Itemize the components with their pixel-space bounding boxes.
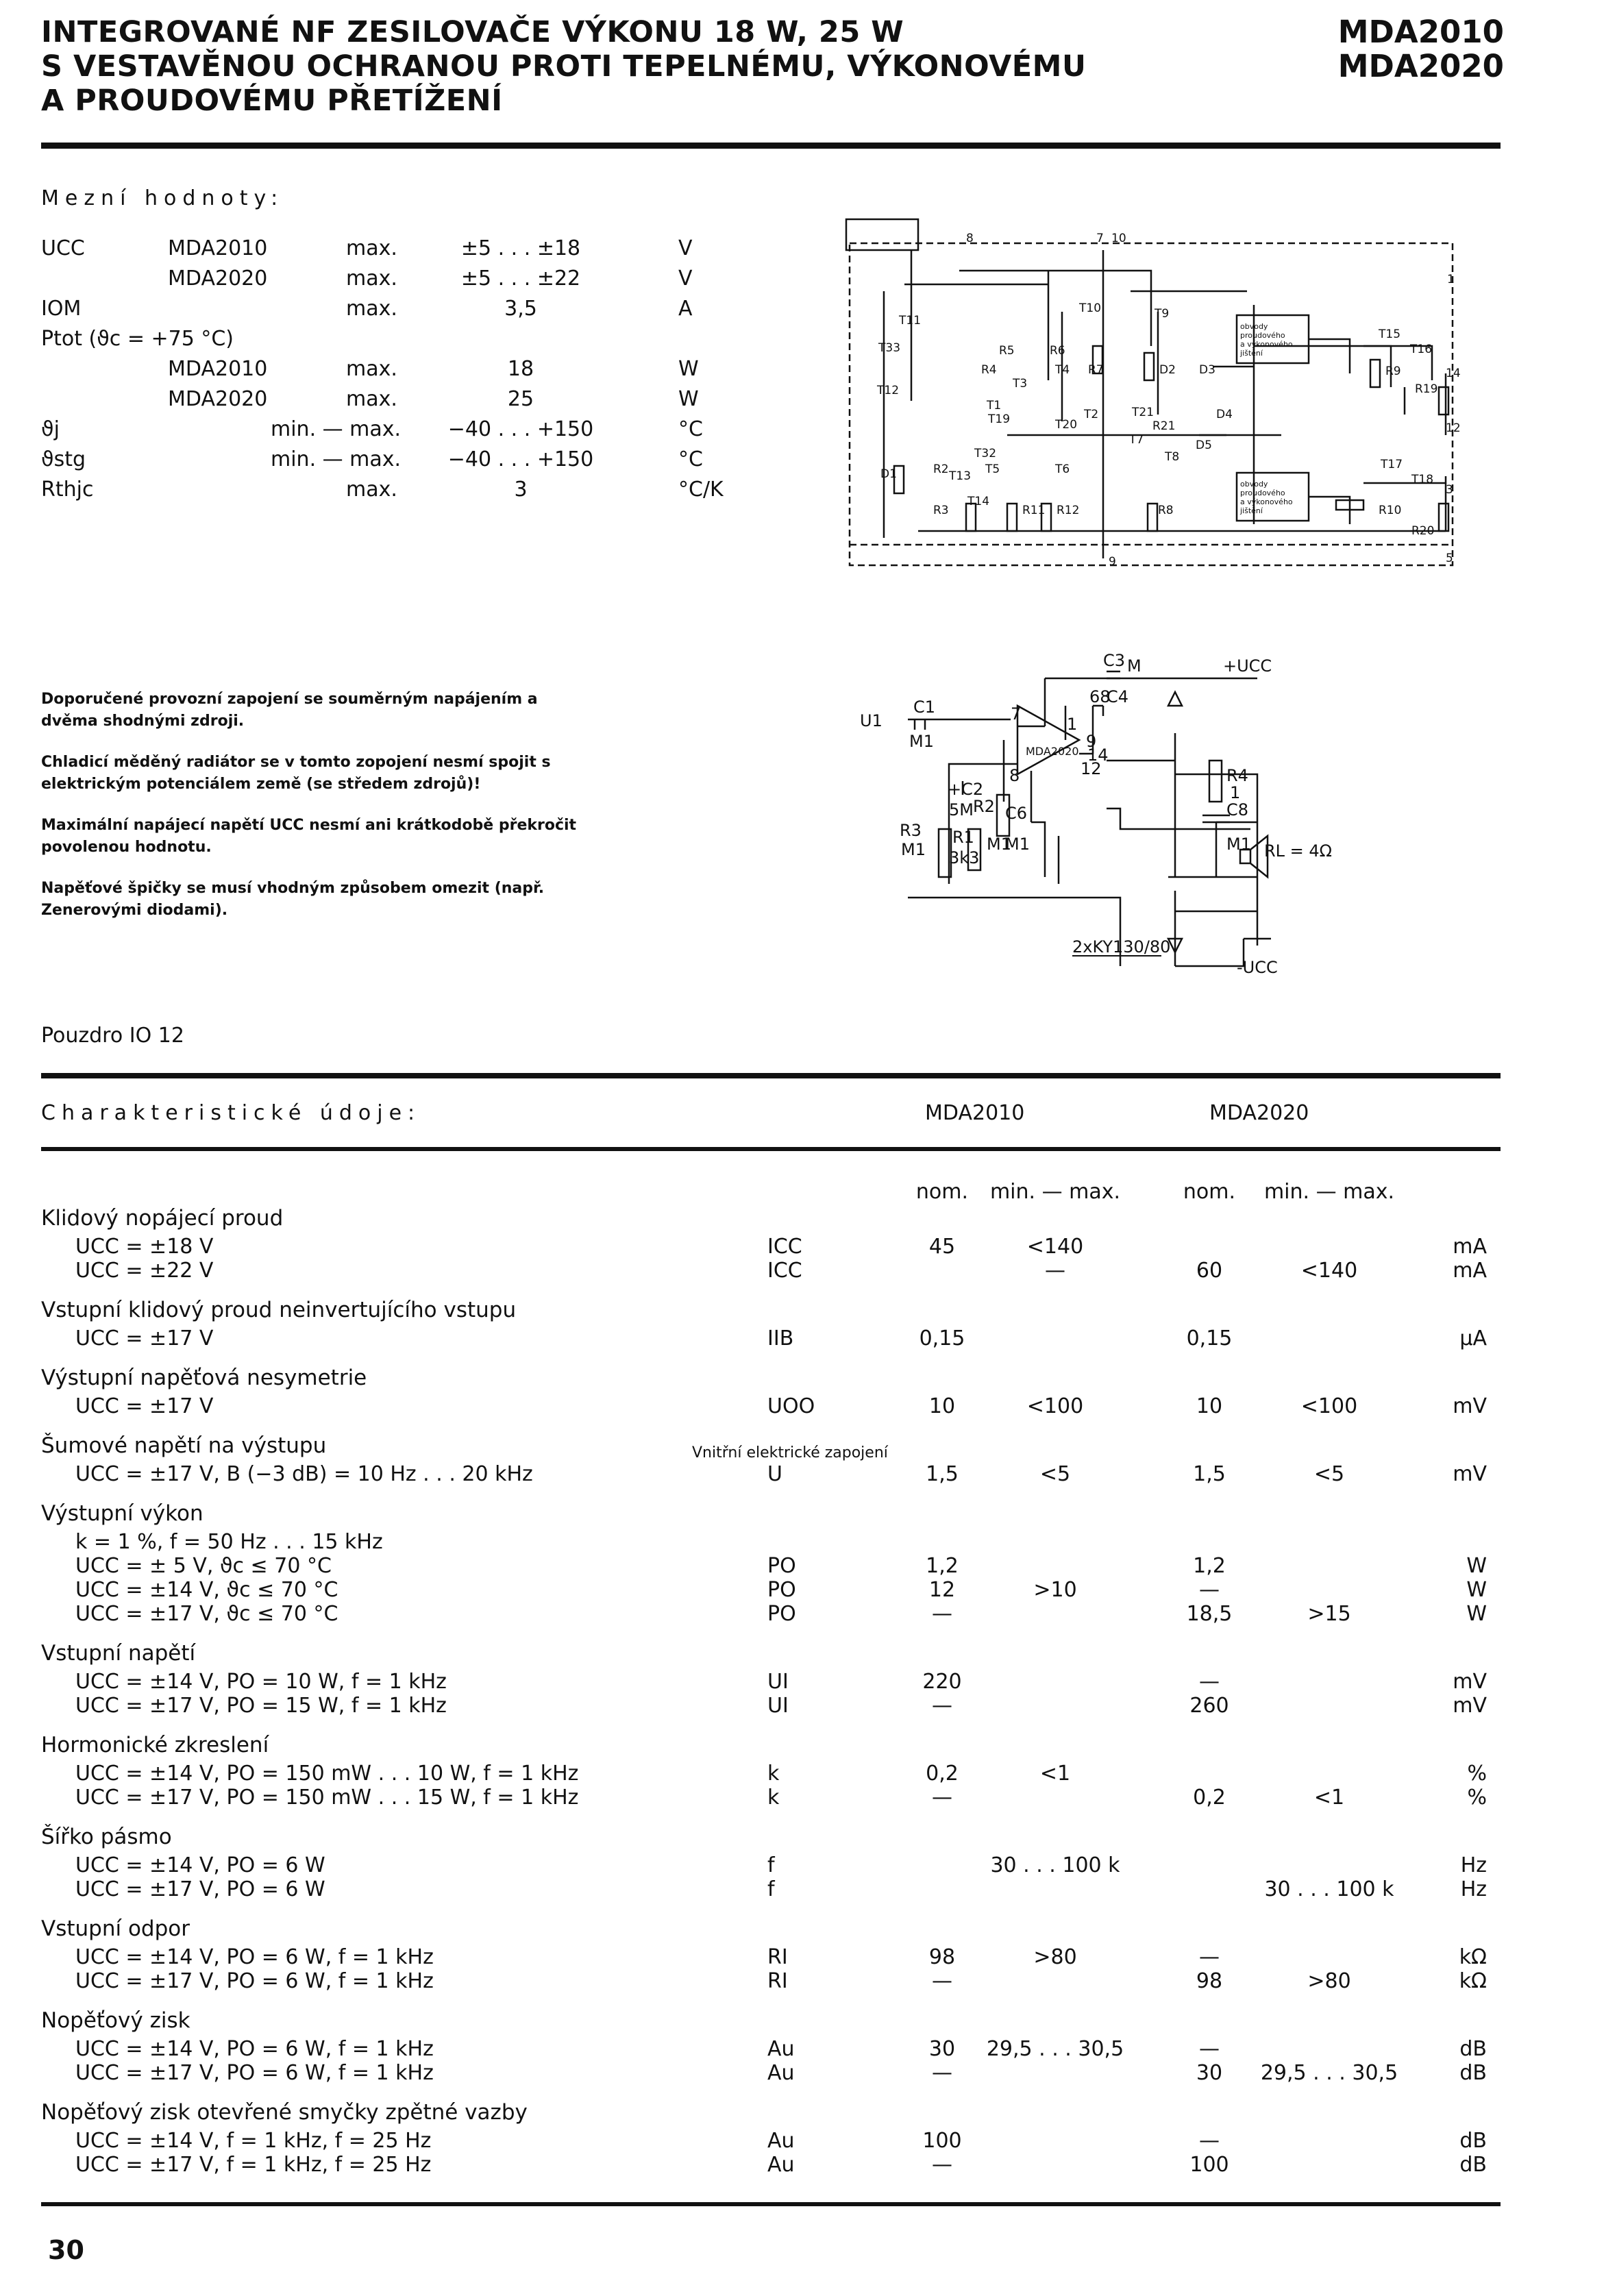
svg-text:T20: T20: [1055, 418, 1078, 432]
svg-text:R10: R10: [1379, 504, 1402, 517]
cell-unit: kΩ: [1459, 1969, 1487, 1993]
cell-sym: UI: [767, 1694, 789, 1718]
svg-text:C6: C6: [1005, 804, 1028, 823]
cell-sym: k: [767, 1762, 780, 1786]
characteristic-group-title: Klidový nopájecí proud: [41, 1206, 284, 1231]
svg-text:5: 5: [1446, 552, 1453, 565]
part-number: MDA2010: [1337, 14, 1504, 50]
cell-a-nom: 30: [928, 2037, 956, 2061]
svg-text:D2: D2: [1159, 363, 1176, 377]
svg-text:C4: C4: [1107, 687, 1129, 706]
svg-text:7: 7: [1011, 704, 1022, 724]
resistor-icon: [1148, 504, 1157, 531]
svg-text:8: 8: [966, 232, 974, 245]
cell-a-nom: —: [932, 1786, 952, 1810]
svg-text:1: 1: [1447, 273, 1455, 286]
cell-b-nom: 260: [1189, 1694, 1229, 1718]
svg-text:2xKY130/80: 2xKY130/80: [1072, 937, 1171, 956]
limit-val: ±5 . . . ±18: [460, 236, 581, 260]
subhead: nom.: [1183, 1180, 1236, 1204]
limit-sym: ϑstg: [41, 447, 86, 471]
cell-a-nom: 0,2: [926, 1762, 959, 1786]
limit-unit: °C/K: [678, 478, 724, 502]
limit-unit: °C: [678, 417, 703, 441]
resistor-icon: [1144, 353, 1154, 380]
cell-unit: mA: [1453, 1259, 1487, 1283]
svg-text:R19: R19: [1415, 382, 1438, 396]
svg-text:C3: C3: [1103, 651, 1126, 670]
note: Doporučené provozní zapojení se souměrným napájením a dvěma shodnými zdroji.: [41, 691, 538, 730]
subhead: min. — max.: [1263, 1180, 1395, 1204]
limit-cond: max.: [346, 387, 397, 411]
cell-unit: W: [1466, 1578, 1487, 1602]
cell-a-mm: —: [1045, 1259, 1065, 1283]
cell-cond: UCC = ±17 V: [75, 1394, 214, 1418]
cell-a-mm: <1: [1039, 1762, 1071, 1786]
group-note: Vnitřní elektrické zapojení: [692, 1444, 888, 1461]
limit-cond: max.: [346, 236, 397, 260]
cell-b-nom: —: [1199, 1670, 1220, 1694]
cell-unit: Hz: [1460, 1877, 1487, 1901]
svg-text:M1: M1: [1005, 835, 1030, 854]
cell-unit: mV: [1453, 1462, 1487, 1486]
cell-b-nom: —: [1199, 2037, 1220, 2061]
svg-text:M1: M1: [909, 732, 934, 751]
svg-text:D5: D5: [1196, 439, 1212, 452]
svg-text:T5: T5: [985, 462, 1000, 476]
resistor-icon: [1209, 761, 1222, 802]
cell-sym: k: [767, 1786, 780, 1810]
svg-text:obvody: obvody: [1240, 480, 1268, 489]
svg-text:12: 12: [1081, 759, 1102, 778]
cell-a-mm: <5: [1039, 1462, 1071, 1486]
limit-val: 25: [507, 387, 534, 411]
svg-text:M1: M1: [987, 835, 1011, 854]
svg-text:T10: T10: [1079, 301, 1102, 315]
footer-rule: [41, 2202, 1501, 2206]
cell-a-nom: 1,5: [926, 1462, 959, 1486]
svg-text:T12: T12: [877, 384, 900, 397]
limit-val: 3,5: [504, 297, 537, 321]
svg-text:proudového: proudového: [1240, 489, 1285, 497]
limit-unit: W: [678, 387, 699, 411]
svg-text:C1: C1: [913, 698, 936, 717]
svg-text:R2: R2: [973, 797, 995, 816]
limit-val: −40 . . . +150: [447, 417, 594, 441]
characteristics-heading: Charakteristické údoje:: [41, 1101, 421, 1125]
cell-unit: dB: [1459, 2037, 1487, 2061]
note: Chladicí měděný radiátor se v tomto zopojení nesmí spojit s elektrickým potenciálem země (se středem zdrojů)!: [41, 754, 551, 793]
limit-cond: max.: [346, 297, 397, 321]
svg-text:10: 10: [1111, 232, 1126, 245]
cell-unit: dB: [1459, 2153, 1487, 2177]
characteristic-group-title: Výstupní napěťová nesymetrie: [41, 1366, 367, 1390]
cell-b-mm: >80: [1307, 1969, 1351, 1993]
cell-sym: ICC: [767, 1235, 802, 1259]
cell-b-mm: 29,5 . . . 30,5: [1260, 2061, 1398, 2085]
svg-text:3: 3: [1446, 483, 1453, 497]
svg-text:R1: R1: [952, 828, 974, 847]
cell-unit: dB: [1459, 2129, 1487, 2153]
svg-text:R6: R6: [1050, 344, 1065, 358]
svg-text:T7: T7: [1129, 433, 1144, 447]
characteristic-group-title: Vstupní klidový proud neinvertujícího vstupu: [41, 1298, 517, 1322]
note: Napěťové špičky se musí vhodným způsobem omezit (např. Zenerovými diodami).: [41, 880, 545, 919]
svg-text:3k3: 3k3: [949, 848, 980, 867]
application-schematic: [846, 651, 1333, 993]
cell-a-mm: <100: [1026, 1394, 1084, 1418]
cell-cond: UCC = ±14 V, f = 1 kHz, f = 25 Hz: [75, 2129, 432, 2153]
svg-text:R3: R3: [933, 504, 949, 517]
svg-text:1: 1: [1230, 783, 1241, 802]
svg-text:7: 7: [1096, 232, 1104, 245]
limit-cond: min. — max.: [271, 447, 402, 471]
cell-b-mm: 30 . . . 100 k: [1264, 1877, 1394, 1901]
cell-b-nom: 0,15: [1186, 1326, 1233, 1350]
cell-a-nom: 0,15: [919, 1326, 965, 1350]
svg-text:D3: D3: [1199, 363, 1215, 377]
part-number: MDA2020: [1337, 48, 1504, 84]
cell-a-mm: >80: [1033, 1945, 1077, 1969]
limit-unit: W: [678, 357, 699, 381]
cell-cond: k = 1 %, f = 50 Hz . . . 15 kHz: [75, 1530, 383, 1554]
cell-a-nom: —: [932, 2061, 952, 2085]
svg-text:T11: T11: [899, 314, 922, 328]
internal-schematic: [843, 209, 1459, 582]
characteristic-group-title: Hormonické zkreslení: [41, 1733, 269, 1757]
svg-text:T8: T8: [1165, 450, 1180, 464]
svg-text:R3: R3: [900, 821, 922, 840]
characteristic-group-title: Nopěťový zisk: [41, 2008, 190, 2033]
cell-b-nom: 10: [1196, 1394, 1223, 1418]
svg-text:68: 68: [1089, 687, 1111, 706]
svg-text:jištění: jištění: [1240, 506, 1263, 515]
cell-cond: UCC = ±17 V, PO = 6 W: [75, 1877, 325, 1901]
svg-text:T21: T21: [1132, 406, 1155, 419]
svg-text:M: M: [1127, 656, 1141, 676]
svg-text:14: 14: [1087, 745, 1109, 765]
cell-sym: f: [767, 1877, 775, 1901]
cell-a-nom: 220: [922, 1670, 962, 1694]
cell-a-nom: 45: [928, 1235, 956, 1259]
svg-text:5M: 5M: [949, 800, 974, 819]
cell-cond: UCC = ± 5 V, ϑc ≤ 70 °C: [75, 1554, 332, 1578]
title-line: INTEGROVANÉ NF ZESILOVAČE VÝKONU 18 W, 25 W: [41, 15, 904, 49]
cell-b-mm: <1: [1313, 1786, 1345, 1810]
svg-text:U1: U1: [860, 711, 882, 730]
cell-a-nom: 10: [928, 1394, 956, 1418]
cell-sym: Au: [767, 2153, 795, 2177]
cell-cond: UCC = ±14 V, PO = 10 W, f = 1 kHz: [75, 1670, 447, 1694]
svg-text:T14: T14: [967, 495, 990, 508]
resistor-icon: [1370, 360, 1380, 387]
section-rule: [41, 1147, 1501, 1151]
svg-text:D1: D1: [880, 467, 897, 481]
application-notes: [41, 689, 589, 941]
cell-a-mm: 29,5 . . . 30,5: [986, 2037, 1124, 2061]
svg-text:+UCC: +UCC: [1223, 656, 1272, 676]
cell-cond: UCC = ±14 V, PO = 6 W: [75, 1853, 325, 1877]
cell-b-nom: 18,5: [1186, 1602, 1233, 1626]
svg-text:9: 9: [1109, 555, 1116, 569]
cell-b-mm: <5: [1313, 1462, 1345, 1486]
part-numbers: [1338, 15, 1504, 84]
limit-part: MDA2020: [168, 387, 268, 411]
cell-a-nom: —: [932, 1694, 952, 1718]
svg-text:T33: T33: [878, 341, 901, 355]
cell-a-mm: <140: [1026, 1235, 1084, 1259]
resistor-icon: [1007, 504, 1017, 531]
limit-unit: A: [678, 297, 693, 321]
svg-text:a výkonového: a výkonového: [1240, 497, 1293, 506]
svg-text:T16: T16: [1410, 343, 1433, 356]
svg-text:C8: C8: [1226, 800, 1249, 819]
cell-sym: UOO: [767, 1394, 815, 1418]
package-label: Pouzdro IO 12: [41, 1024, 184, 1048]
cell-sym: Au: [767, 2037, 795, 2061]
limit-sym: Ptot (ϑc = +75 °C): [41, 327, 234, 351]
cell-b-nom: 60: [1196, 1259, 1223, 1283]
cell-cond: UCC = ±14 V, PO = 6 W, f = 1 kHz: [75, 1945, 434, 1969]
cell-b-nom: —: [1199, 1945, 1220, 1969]
limits-heading: Mezní hodnoty:: [41, 186, 284, 210]
svg-text:T32: T32: [974, 447, 997, 460]
cell-cond: UCC = ±14 V, PO = 150 mW . . . 10 W, f = 1 kHz: [75, 1762, 579, 1786]
cell-b-nom: 98: [1196, 1969, 1223, 1993]
cell-a-nom: 12: [928, 1578, 956, 1602]
limit-part: MDA2010: [168, 357, 268, 381]
cell-a-nom: 1,2: [926, 1554, 959, 1578]
svg-text:T3: T3: [1013, 377, 1028, 391]
limit-cond: max.: [346, 267, 397, 291]
svg-text:-UCC: -UCC: [1237, 958, 1278, 977]
svg-text:T1: T1: [987, 399, 1002, 412]
cell-unit: mV: [1453, 1694, 1487, 1718]
cell-b-nom: —: [1199, 2129, 1220, 2153]
limit-cond: max.: [346, 478, 397, 502]
cell-b-mm: <100: [1300, 1394, 1358, 1418]
cell-unit: mV: [1453, 1670, 1487, 1694]
cell-unit: Hz: [1460, 1853, 1487, 1877]
limit-val: −40 . . . +150: [447, 447, 594, 471]
cell-b-nom: 100: [1189, 2153, 1229, 2177]
characteristic-group-title: Šumové napětí na výstupu: [41, 1433, 327, 1458]
ic-package-icon: [846, 219, 918, 250]
svg-text:obvody: obvody: [1240, 322, 1268, 331]
svg-text:a výkonového: a výkonového: [1240, 340, 1293, 349]
page-number: 30: [48, 2235, 84, 2265]
document-title: [41, 15, 1086, 118]
svg-text:T9: T9: [1155, 307, 1170, 321]
characteristic-group-title: Šířko pásmo: [41, 1825, 172, 1849]
cell-sym: RI: [767, 1945, 788, 1969]
column-part-b: MDA2020: [1209, 1101, 1309, 1125]
limit-sym: Rthjc: [41, 478, 94, 502]
svg-text:+C2: +C2: [948, 780, 984, 799]
cell-unit: %: [1467, 1762, 1487, 1786]
limit-cond: min. — max.: [271, 417, 402, 441]
svg-text:MDA2020: MDA2020: [1026, 745, 1079, 758]
resistor-icon: [1439, 387, 1448, 415]
characteristic-group-title: Vstupní napětí: [41, 1641, 196, 1666]
cell-sym: Au: [767, 2061, 795, 2085]
cell-b-mm: <140: [1300, 1259, 1358, 1283]
limit-sym: IOM: [41, 297, 82, 321]
cell-cond: UCC = ±17 V: [75, 1326, 214, 1350]
svg-text:T17: T17: [1381, 458, 1403, 471]
cell-cond: UCC = ±17 V, B (−3 dB) = 10 Hz . . . 20 kHz: [75, 1462, 533, 1486]
svg-text:RL = 4Ω: RL = 4Ω: [1264, 841, 1333, 861]
cell-unit: %: [1467, 1786, 1487, 1810]
cell-a-nom: 98: [928, 1945, 956, 1969]
cell-a-mm: 30 . . . 100 k: [990, 1853, 1120, 1877]
cell-b-nom: 1,2: [1193, 1554, 1226, 1578]
svg-text:T13: T13: [949, 469, 972, 483]
cell-b-nom: 30: [1196, 2061, 1223, 2085]
svg-text:R11: R11: [1022, 504, 1046, 517]
cell-a-mm: >10: [1033, 1578, 1077, 1602]
cell-sym: PO: [767, 1578, 796, 1602]
svg-text:D4: D4: [1216, 408, 1233, 421]
svg-text:R20: R20: [1411, 524, 1435, 538]
svg-text:T15: T15: [1379, 328, 1401, 341]
cell-cond: UCC = ±17 V, PO = 150 mW . . . 15 W, f = 1 kHz: [75, 1786, 579, 1810]
resistor-icon: [1439, 504, 1448, 531]
svg-text:T2: T2: [1084, 408, 1099, 421]
cell-b-nom: 1,5: [1193, 1462, 1226, 1486]
cell-unit: μA: [1459, 1326, 1487, 1350]
cell-cond: UCC = ±17 V, PO = 6 W, f = 1 kHz: [75, 2061, 434, 2085]
cell-unit: kΩ: [1459, 1945, 1487, 1969]
svg-text:9: 9: [1086, 732, 1097, 751]
cell-a-nom: —: [932, 1969, 952, 1993]
svg-text:T18: T18: [1411, 473, 1434, 486]
title-line: S VESTAVĚNOU OCHRANOU PROTI TEPELNÉMU, VÝKONOVÉMU: [41, 49, 1087, 84]
column-part-a: MDA2010: [925, 1101, 1025, 1125]
svg-text:1: 1: [1067, 715, 1078, 734]
characteristic-group-title: Nopěťový zisk otevřené smyčky zpětné vazby: [41, 2100, 528, 2125]
limit-sym: UCC: [41, 236, 85, 260]
cell-sym: U: [767, 1462, 782, 1486]
subhead: nom.: [915, 1180, 969, 1204]
limit-unit: °C: [678, 447, 703, 471]
svg-text:R4: R4: [1226, 766, 1248, 785]
cell-unit: mV: [1453, 1394, 1487, 1418]
cell-sym: IIB: [767, 1326, 794, 1350]
characteristic-group-title: Výstupní výkon: [41, 1501, 203, 1526]
cell-cond: UCC = ±17 V, PO = 6 W, f = 1 kHz: [75, 1969, 434, 1993]
limit-unit: V: [678, 236, 693, 260]
svg-text:proudového: proudového: [1240, 331, 1285, 340]
cell-unit: mA: [1453, 1235, 1487, 1259]
characteristic-group-title: Vstupní odpor: [41, 1916, 190, 1941]
note: Maximální napájecí napětí UCC nesmí ani krátkodobě překročit povolenou hodnotu.: [41, 817, 577, 856]
cell-cond: UCC = ±22 V: [75, 1259, 214, 1283]
svg-text:T19: T19: [988, 412, 1011, 426]
svg-text:R5: R5: [999, 344, 1015, 358]
cell-unit: W: [1466, 1602, 1487, 1626]
cell-a-nom: —: [932, 1602, 952, 1626]
cell-cond: UCC = ±17 V, PO = 15 W, f = 1 kHz: [75, 1694, 447, 1718]
limit-val: 18: [507, 357, 534, 381]
svg-text:12: 12: [1446, 421, 1461, 435]
cell-sym: Au: [767, 2129, 795, 2153]
cell-unit: W: [1466, 1554, 1487, 1578]
limit-cond: max.: [346, 357, 397, 381]
svg-text:R21: R21: [1152, 419, 1176, 433]
limit-val: 3: [514, 478, 528, 502]
cell-sym: ICC: [767, 1259, 802, 1283]
cell-sym: PO: [767, 1554, 796, 1578]
header-rule: [41, 143, 1501, 149]
svg-text:M1: M1: [901, 840, 926, 859]
svg-text:R8: R8: [1158, 504, 1174, 517]
svg-text:R12: R12: [1057, 504, 1080, 517]
limit-part: MDA2010: [168, 236, 268, 260]
cell-sym: UI: [767, 1670, 789, 1694]
cell-a-nom: —: [932, 2153, 952, 2177]
cell-cond: UCC = ±18 V: [75, 1235, 214, 1259]
limit-sym: ϑj: [41, 417, 60, 441]
cell-sym: f: [767, 1853, 775, 1877]
svg-text:M1: M1: [1226, 835, 1251, 854]
cell-cond: UCC = ±17 V, f = 1 kHz, f = 25 Hz: [75, 2153, 432, 2177]
cell-b-mm: >15: [1307, 1602, 1351, 1626]
limit-unit: V: [678, 267, 693, 291]
cell-sym: RI: [767, 1969, 788, 1993]
cell-b-nom: 0,2: [1193, 1786, 1226, 1810]
cell-b-nom: —: [1199, 1578, 1220, 1602]
title-line: A PROUDOVÉMU PŘETÍŽENÍ: [41, 84, 503, 118]
cell-unit: dB: [1459, 2061, 1487, 2085]
svg-text:T4: T4: [1055, 363, 1070, 377]
svg-text:R7: R7: [1088, 363, 1104, 377]
cell-cond: UCC = ±14 V, PO = 6 W, f = 1 kHz: [75, 2037, 434, 2061]
cell-cond: UCC = ±14 V, ϑc ≤ 70 °C: [75, 1578, 338, 1602]
svg-text:R2: R2: [933, 462, 949, 476]
cell-cond: UCC = ±17 V, ϑc ≤ 70 °C: [75, 1602, 338, 1626]
subhead: min. — max.: [989, 1180, 1121, 1204]
svg-text:R4: R4: [981, 363, 997, 377]
limit-part: MDA2020: [168, 267, 268, 291]
svg-text:R9: R9: [1385, 365, 1401, 378]
limit-val: ±5 . . . ±22: [460, 267, 581, 291]
svg-text:14: 14: [1446, 367, 1461, 380]
section-rule: [41, 1073, 1501, 1078]
svg-text:8: 8: [1009, 766, 1020, 785]
cell-sym: PO: [767, 1602, 796, 1626]
cell-a-nom: 100: [922, 2129, 962, 2153]
svg-text:T6: T6: [1055, 462, 1070, 476]
svg-text:jištění: jištění: [1240, 349, 1263, 358]
